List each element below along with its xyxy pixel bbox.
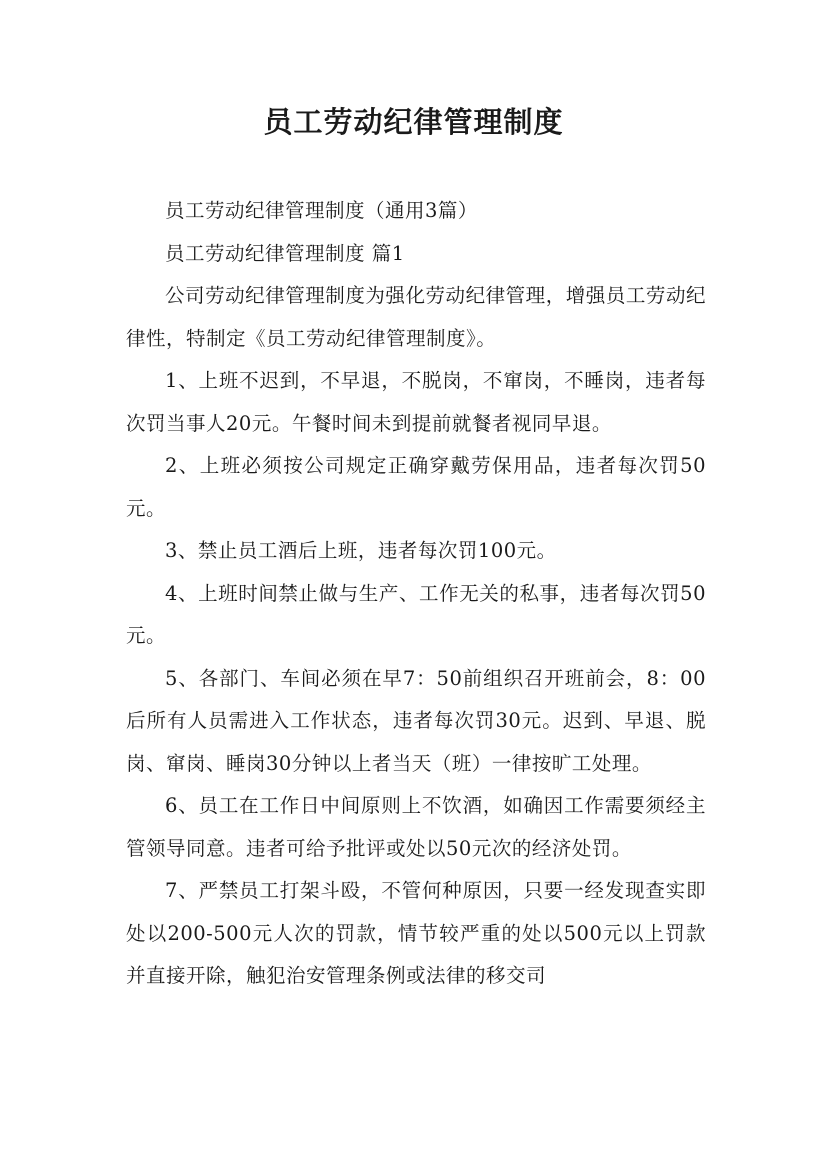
paragraph-section-title: 员工劳动纪律管理制度 篇1 <box>165 241 405 265</box>
document-title: 员工劳动纪律管理制度 <box>263 105 564 139</box>
paragraph-rule-4: 4、上班时间禁止做与生产、工作无关的私事，违者每次罚50元。 <box>126 581 706 647</box>
paragraph-rule-1: 1、上班不迟到，不早退，不脱岗，不窜岗，不睡岗，违者每次罚当事人20元。午餐时间未到提前就餐者视同早退。 <box>126 369 706 435</box>
paragraph-heading: 员工劳动纪律管理制度（通用3篇） <box>165 199 478 222</box>
paragraph-rule-6: 6、员工在工作日中间原则上不饮酒，如确因工作需要须经主管领导同意。违者可给予批评或处以50元次的经济处罚。 <box>126 794 706 860</box>
paragraph-rule-2: 2、上班必须按公司规定正确穿戴劳保用品，违者每次罚50元。 <box>126 454 706 520</box>
paragraph-intro: 公司劳动纪律管理制度为强化劳动纪律管理，增强员工劳动纪律性，特制定《员工劳动纪律管理制度》。 <box>126 284 706 350</box>
paragraph-rule-7: 7、严禁员工打架斗殴，不管何种原因，只要一经发现查实即处以200-500元人次的罚款，情节较严重的处以500元以上罚款并直接开除，触犯治安管理条例或法律的移交司 <box>126 879 706 987</box>
paragraph-rule-3: 3、禁止员工酒后上班，违者每次罚100元。 <box>165 539 557 562</box>
document-body <box>126 190 706 998</box>
paragraph-rule-5: 5、各部门、车间必须在早7：50前组织召开班前会，8：00后所有人员需进入工作状态，违者每次罚30元。迟到、早退、脱岗、窜岗、睡岗30分钟以上者当天（班）一律按旷工处理。 <box>126 666 706 775</box>
